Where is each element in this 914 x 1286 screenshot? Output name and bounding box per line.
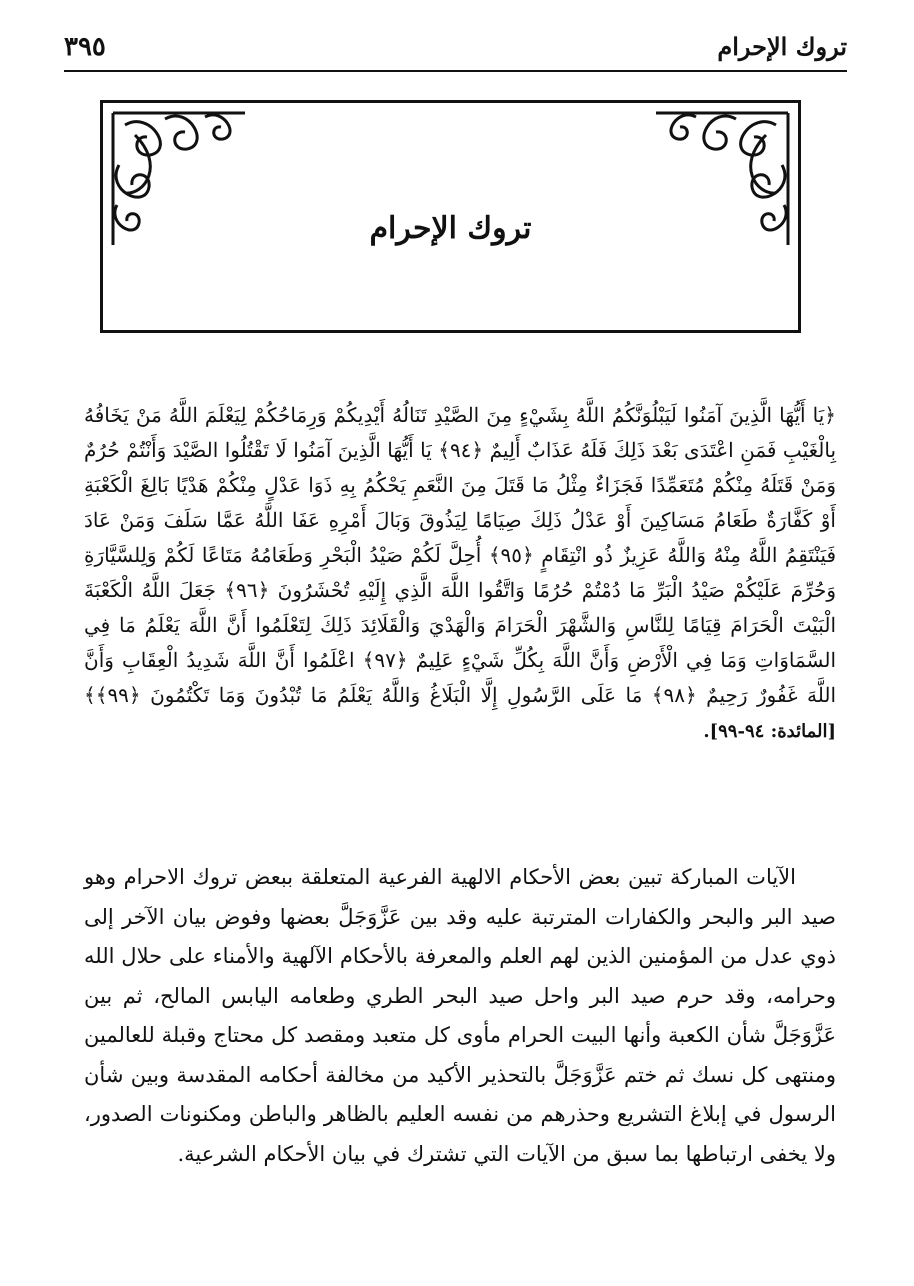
commentary-paragraph [84, 858, 836, 1174]
page-header [64, 30, 847, 72]
chapter-title: تروك الإحرام [369, 211, 532, 246]
page-number: ٣٩٥ [64, 32, 106, 62]
commentary-text: الآيات المباركة تبين بعض الأحكام الالهية الفرعية المتعلقة ببعض تروك الاحرام وهو صيد البر والبحر والكفارات المترتبة عليه وقد بين عَزَّوَجَلَّ بعضها وفوض بيان الآخر إلى ذوي عدل من المؤمنين الذين لهم العلم والمعرفة بالأحكام الآلهية والأمناء على حلال الله وحرامه، وقد حرم صيد البر واحل صيد البحر الطري وطعامه اليابس المالح، ثم بين عَزَّوَجَلَّ شأن الكعبة وأنها البيت الحرام مأوى كل متعبد ومقصد كل محتاج وقبلة للعالمين ومنتهى كل نسك ثم ختم عَزَّوَجَلَّ بالتحذير الأكيد من مخالفة أحكامه المقدسة وبين شأن الرسول في إبلاغ التشريع وحذرهم من نفسه العليم بالظاهر والباطن ومكنونات الصدور، ولا يخفى ارتباطها بما سبق من الآيات التي تشترك في بيان الأحكام الشرعية. [84, 865, 836, 1166]
running-title: تروك الإحرام [717, 32, 847, 61]
quran-passage [84, 398, 836, 749]
quran-verses: ﴿يَا أَيُّهَا الَّذِينَ آمَنُوا لَيَبْلُوَنَّكُمُ اللَّهُ بِشَيْءٍ مِنَ الصَّيْدِ تَنَالُهُ أَيْدِيكُمْ وَرِمَاحُكُمْ لِيَعْلَمَ اللَّهُ مَنْ يَخَافُهُ بِالْغَيْبِ فَمَنِ اعْتَدَى بَعْدَ ذَلِكَ فَلَهُ عَذَابٌ أَلِيمٌ ﴿٩٤﴾ يَا أَيُّهَا الَّذِينَ آمَنُوا لَا تَقْتُلُوا الصَّيْدَ وَأَنْتُمْ حُرُمٌ وَمَنْ قَتَلَهُ مِنْكُمْ مُتَعَمِّدًا فَجَزَاءٌ مِثْلُ مَا قَتَلَ مِنَ النَّعَمِ يَحْكُمُ بِهِ ذَوَا عَدْلٍ مِنْكُمْ هَدْيًا بَالِغَ الْكَعْبَةِ أَوْ كَفَّارَةٌ طَعَامُ مَسَاكِينَ أَوْ عَدْلُ ذَلِكَ صِيَامًا لِيَذُوقَ وَبَالَ أَمْرِهِ عَفَا اللَّهُ عَمَّا سَلَفَ وَمَنْ عَادَ فَيَنْتَقِمُ اللَّهُ مِنْهُ وَاللَّهُ عَزِيزٌ ذُو انْتِقَامٍ ﴿٩٥﴾ أُحِلَّ لَكُمْ صَيْدُ الْبَحْرِ وَطَعَامُهُ مَتَاعًا لَكُمْ وَلِلسَّيَّارَةِ وَحُرِّمَ عَلَيْكُمْ صَيْدُ الْبَرِّ مَا دُمْتُمْ حُرُمًا وَاتَّقُوا اللَّهَ الَّذِي إِلَيْهِ تُحْشَرُونَ ﴿٩٦﴾ جَعَلَ اللَّهُ الْكَعْبَةَ الْبَيْتَ الْحَرَامَ قِيَامًا لِلنَّاسِ وَالشَّهْرَ الْحَرَامَ وَالْهَدْيَ وَالْقَلَائِدَ ذَلِكَ لِتَعْلَمُوا أَنَّ اللَّهَ يَعْلَمُ مَا فِي السَّمَاوَاتِ وَمَا فِي الْأَرْضِ وَأَنَّ اللَّهَ بِكُلِّ شَيْءٍ عَلِيمٌ ﴿٩٧﴾ اعْلَمُوا أَنَّ اللَّهَ شَدِيدُ الْعِقَابِ وَأَنَّ اللَّهَ غَفُورٌ رَحِيمٌ ﴿٩٨﴾ مَا عَلَى الرَّسُولِ إِلَّا الْبَلَاغُ وَاللَّهُ يَعْلَمُ مَا تُبْدُونَ وَمَا تَكْتُمُونَ ﴿٩٩﴾﴾ [84, 403, 837, 707]
quran-citation: [المائدة: ٩٤-٩٩]. [703, 721, 836, 742]
chapter-frame [100, 100, 801, 333]
